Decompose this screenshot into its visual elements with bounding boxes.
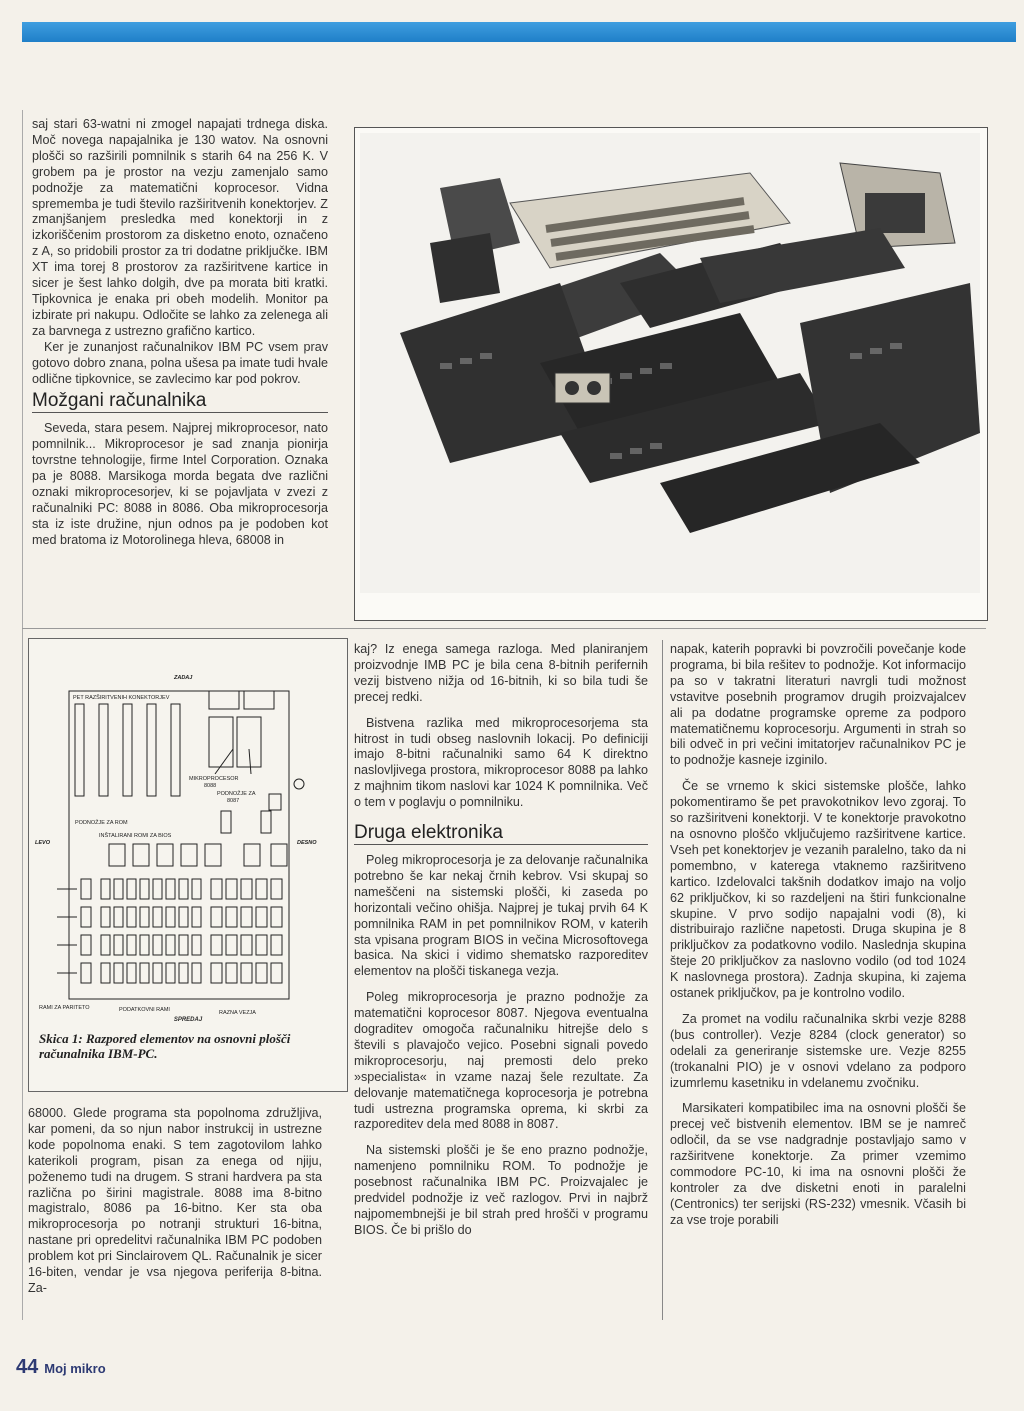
data-ram-chip — [166, 935, 175, 955]
paragraph: Seveda, stara pesem. Najprej mikroprocesor, nato pomnilnik... Mikroprocesor je sad znanja pionirja tovrstne tehnologije, firme Intel Corporation. Oznaka pa je 8088. Marsikoga morda begata dve različni oznaki mikroprocesorjev, ki se pojavljata v zvezi z računalniki PC: 8088 in 8086. Oba mikroprocesorja sta iz iste družine, njun odnos pa je podoben kot med bratoma iz Motorolinega hleva, 68008 in — [32, 421, 328, 547]
parity-ram-chip — [81, 879, 91, 899]
data-ram-chip — [153, 907, 162, 927]
data-ram-chip — [140, 907, 149, 927]
photo-frame — [354, 127, 988, 621]
data-ram-chip — [127, 963, 136, 983]
data-ram-chip — [140, 879, 149, 899]
diagram-label-cpu: MIKROPROCESOR — [189, 776, 239, 782]
diagram-label-right: DESNO — [297, 840, 317, 846]
data-ram-chip — [153, 879, 162, 899]
misc-chip — [256, 963, 267, 983]
left-top-column — [32, 117, 328, 549]
diagram-label-left: LEVO — [35, 840, 50, 846]
data-ram-chip — [114, 907, 123, 927]
misc-chip — [211, 935, 222, 955]
diagram-label-parity: RAMI ZA PARITETO — [39, 1005, 90, 1011]
paragraph: 68000. Glede programa sta popolnoma združljiva, kar pomeni, da so njun nabor instrukcij in ustrezne kode popolnoma enaki. S tem zagotovilom lahko katerikoli program, pisan za enega od njiju, poženemo tudi na drugem. S strani hardvera pa sta različna po širini magistrale. 8088 ima 8-bitno magistralo, 8086 pa 16-bitno. Ker sta oba mikroprocesorja po notranji strukturi 16-bitna, nastane pri opredelitvi računalnika IBM PC podoben problem kot pri Sinclairovem QL. Računalnik je sicer 16-biten, vendar je vsa njegova periferija 8-bitna. Za- — [28, 1106, 322, 1295]
paragraph: Na sistemski plošči je še eno prazno podnožje, namenjeno pomnilniku ROM. To podnožje je posebnost računalnika IBM PC. Proizvajalec je predvidel podnožje iz več razlogov. Prvi in najbrž najpomembnejši je bil strah pred hrošči v programu BIOS. Če bi prišlo do — [354, 1143, 648, 1237]
data-ram-chip — [192, 963, 201, 983]
section-heading: Možgani računalnika — [32, 393, 328, 413]
paragraph: Če se vrnemo k skici sistemske plošče, lahko pokomentiramo še pet pravokotnikov levo zgoraj. To so razširitveni konektorji. V te konektorje pravokotno na osnovno ploščo vključujemo razširitvene kartice. Vseh pet konektorjev je vezanih paralelno, tako da ni pomembno, v kateregа vtaknemo razširitveno kartico. Izdelovalci takšnih dodatkov imajo na voljo 62 priključkov, ki so razdeljeni na štiri funkcionalne skupine. V prvo sodijo napajalni vodi (8), ki distribuirajo različne napetosti. Druga skupina je 8 priključkov za podatkovno vodilo. Naslednja skupina šteje 20 priključkov za naslovno vodilo (od tod 1024 K naslovnega prostora). Zadnja skupina, ki zajema ostanek priključkov, pa je kontrolno vodilo. — [670, 779, 966, 1001]
data-ram-chip — [192, 935, 201, 955]
data-ram-chip — [101, 907, 110, 927]
paragraph: saj stari 63-watni ni zmogel napajati trdnega diska. Moč novega napajalnika je 130 watov. Na osnovni plošči so razširili pomnilnik s starih 64 na 256 K. V grobem pa je prostor na vezju zamenjalo samo podnožje za matematični koprocesor. Vidna sprememba je tudi število razširitvenih konektorjev. Z zmanjšanjem presledka med konektorji in z izkoriščenim prostorom za disketno enoto, označeno z A, so pridobili prostor za tri dodatne priključke. IBM XT ima torej 8 prostorov za razširitvene kartice in sicer je šest lahko dolgih, dve pa morata biti kratki. Tipkovnica je enaka pri obeh modelih. Monitor pa izbirate pri nakupu. Odločite se lahko za zelenega ali za barvnega z ustrezno grafično kartico. — [32, 117, 328, 338]
section-heading: Druga elektronika — [354, 825, 648, 845]
parity-ram-chip — [81, 963, 91, 983]
data-ram-chip — [153, 963, 162, 983]
data-ram-chip — [127, 935, 136, 955]
paragraph: Marsikateri kompatibilec ima na osnovni plošči še precej več bistvenih elementov. IBM se je namreč odločil, da se vse nadgradnje postavljajo samo v razširitvene konektorje. Za primer vzemimo commodore PC-10, ki ima na osnovni plošči že kontroler za dve disketni enoti in paralelni (Centronics) ter serijski (RS-232) vmesnik. Včasih bi za vse troje porabili — [670, 1101, 966, 1227]
paragraph: kaj? Iz enega samega razloga. Med planiranjem proizvodnje IMB PC je bila cena 8-bitnih perifernih vezij bistveno nižja od 16-bitnih, ki so bila tudi še precej redki. — [354, 642, 648, 704]
row-rule — [22, 628, 986, 629]
data-ram-chip — [101, 935, 110, 955]
data-ram-chip — [114, 879, 123, 899]
diagram-label-bios: INŠTALIRANI ROMI ZA BIOS — [99, 833, 172, 839]
misc-chip — [226, 935, 237, 955]
diagram-label-rom-socket: PODNOŽJE ZA ROM — [75, 820, 128, 826]
motherboard-schematic — [29, 639, 347, 1019]
paragraph: Poleg mikroprocesorja je prazno podnožje za matematični koprocesor 8087. Njegova eventualna dograditev omogoča računalniku hitrejše delo s števili s plavajočo vejico. Posebni signali povedo mikroprocesorju, naj premosti delo preko »specialista« in vzame nazaj šele rezultate. Za delovanje matematičnega koprocesorja je potrebna tudi ustrezna programska oprema, ki skrbi za razporeditev dela med 8088 in 8087. — [354, 990, 648, 1132]
parity-ram-chip — [81, 935, 91, 955]
misc-chip — [211, 879, 222, 899]
misc-chip — [271, 935, 282, 955]
diagram-label-copro-num: 8087 — [227, 798, 240, 804]
misc-chip — [241, 935, 252, 955]
data-ram-chip — [179, 963, 188, 983]
diagram-label-data-ram: PODATKOVNI RAMI — [119, 1007, 170, 1013]
misc-chip — [226, 879, 237, 899]
diagram-label-back: ZADAJ — [174, 675, 193, 681]
page-footer — [16, 1356, 106, 1379]
right-column — [670, 642, 966, 1229]
data-ram-chip — [127, 879, 136, 899]
paragraph: napak, katerih popravki bi povzročili povečanje kode programa, bi bila rešitev to podnožje. Kot informacijo pa so v takratni literaturi navrgli tudi možnost vstavitve posebnih programov drugih proizvajalcev ali pa dodatne programske opreme za podporo matematičnemu koprocesorju. Argumenti in strah so bili odveč in pri večini imitatorjev računalnikov PC je to podnožje kasneje izginilo. — [670, 642, 966, 768]
misc-chip — [241, 907, 252, 927]
misc-chip — [241, 879, 252, 899]
misc-chip — [211, 963, 222, 983]
misc-chip — [226, 963, 237, 983]
misc-chip — [271, 879, 282, 899]
page-number: 44 — [16, 1356, 39, 1378]
diagram-caption: Skica 1: Razpored elementov na osnovni plošči računalnika IBM-PC. — [39, 1031, 291, 1061]
left-bottom-column — [28, 1106, 322, 1297]
diagram-label-cpu-num: 8088 — [204, 783, 217, 789]
misc-chip — [271, 907, 282, 927]
data-ram-chip — [153, 935, 162, 955]
data-ram-chip — [101, 963, 110, 983]
middle-column — [354, 642, 648, 1239]
data-ram-chip — [140, 963, 149, 983]
column-rule — [662, 640, 663, 1320]
misc-chip — [271, 963, 282, 983]
diagram-label-slots: PET RAZŠIRITVENIH KONEKTORJEV — [73, 695, 170, 701]
data-ram-chip — [179, 907, 188, 927]
data-ram-chip — [114, 963, 123, 983]
misc-chip — [256, 935, 267, 955]
paragraph: Za promet na vodilu računalnika skrbi vezje 8288 (bus controller). Vezje 8284 (clock generator) so odelali za generiranje sistemske ure. Vezje 8255 (trokanalni PIO) je v osnovi vdelano za podporo izumrlemu kasetniku in vdelanemu zvočniku. — [670, 1011, 966, 1090]
computer-parts-photo — [360, 133, 980, 593]
magazine-name: Moj mikro — [44, 1361, 106, 1376]
parity-ram-chip — [81, 907, 91, 927]
misc-chip — [241, 963, 252, 983]
misc-chip — [226, 907, 237, 927]
paragraph: Poleg mikroprocesorja je za delovanje računalnika potrebno še kar nekaj črnih kebrov. Vsi skupaj so nameščeni na sistemski plošči, ki zaseda po horizontali večino ohišja. Najprej je tukaj prvih 64 K pomnilnika RAM in pet pomnilnikov ROM, v katerih sta vpisana program BIOS in večina Microsoftovega basica. Na skici i vidimo shematsko razporeditev elementov na plošči tiskanega vezja. — [354, 852, 648, 979]
paragraph: Ker je zunanjost računalnikov IBM PC vsem prav gotovo dobro znana, polna ušesa pa imate tudi hvale odlične tipkovnice, se zavlecimo kar pod pokrov. — [32, 339, 328, 386]
data-ram-chip — [192, 879, 201, 899]
paragraph: Bistvena razlika med mikroprocesorjema sta hitrost in tudi obseg naslovnih lokacij. Po definiciji imajo 8-bitni računalniki samo 64 K direktno naslovljivega prostora, mikroprocesor 8088 pa lahko z majhnim tikom naslovi kar 1024 K pomnilnika. Več o tem v poglavju o pomnilniku. — [354, 715, 648, 810]
data-ram-chip — [114, 935, 123, 955]
data-ram-chip — [166, 907, 175, 927]
data-ram-chip — [179, 879, 188, 899]
misc-chip — [256, 879, 267, 899]
top-color-bar — [22, 22, 1016, 42]
diagram-label-copro: PODNOŽJE ZA — [217, 791, 256, 797]
diagram-label-front: SPREDAJ — [173, 1017, 203, 1023]
data-ram-chip — [166, 963, 175, 983]
data-ram-chip — [140, 935, 149, 955]
motherboard-diagram — [28, 638, 348, 1092]
data-ram-chip — [101, 879, 110, 899]
data-ram-chip — [166, 879, 175, 899]
data-ram-chip — [127, 907, 136, 927]
data-ram-chip — [179, 935, 188, 955]
data-ram-chip — [192, 907, 201, 927]
misc-chip — [211, 907, 222, 927]
diagram-label-misc: RAZNA VEZJA — [219, 1010, 256, 1016]
misc-chip — [256, 907, 267, 927]
column-rule — [22, 110, 23, 1320]
